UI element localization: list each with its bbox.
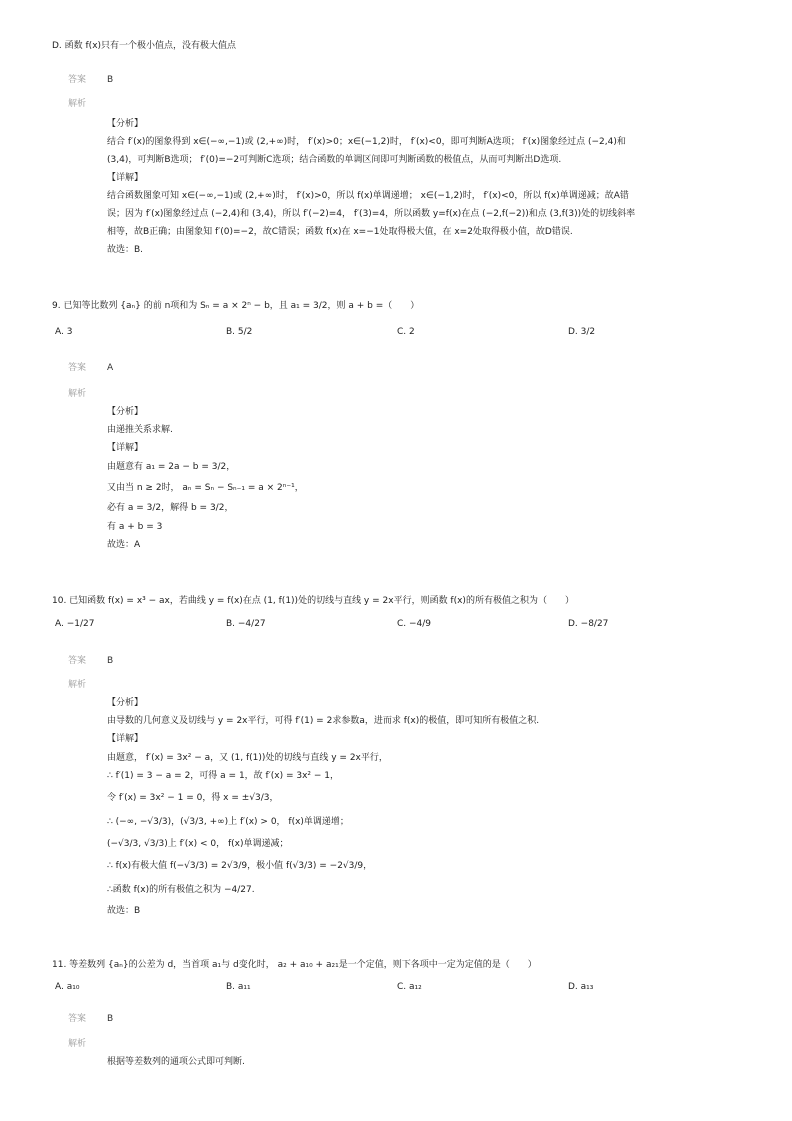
q11-answer-value: B — [107, 1014, 114, 1024]
q8-fenxi-tag: 【分析】 — [107, 119, 144, 129]
q10-answer-label: 答案 — [68, 656, 87, 666]
q11-fenxi-line: 根据等差数列的通项公式即可判断. — [107, 1057, 245, 1067]
q8-choice: 故选：B. — [107, 245, 144, 255]
q10-option-b: B. −4/27 — [226, 619, 266, 629]
q9-answer-label: 答案 — [68, 363, 87, 373]
q8-xiangjie-line: 误；因为 f′(x)图象经过点 (−2,4)和 (3,4)，所以 f′(−2)=4， f′(3)=4，所以函数 y=f(x)在点 (−2,f(−2))和点 (3,f(3))处的切线斜率 — [107, 209, 636, 219]
q8-fenxi-line: 结合 f′(x)的图象得到 x∈(−∞,−1)或 (2,+∞)时， f′(x)>0；x∈(−1,2)时， f′(x)<0，即可判断A选项； f′(x)图象经过点 (−2,4)和 — [107, 137, 626, 147]
q9-stem: 9. 已知等比数列 {aₙ} 的前 n项和为 Sₙ = a × 2ⁿ − b，且 a₁ = 3/2，则 a + b =（ ） — [52, 301, 420, 311]
q9-fenxi-tag: 【分析】 — [107, 407, 144, 417]
q10-option-a: A. −1/27 — [55, 619, 95, 629]
q9-xiangjie-line: 又由当 n ≥ 2时， aₙ = Sₙ − Sₙ₋₁ = a × 2ⁿ⁻¹， — [107, 483, 304, 493]
q11-option-b: B. a₁₁ — [226, 982, 251, 992]
q10-stem: 10. 已知函数 f(x) = x³ − ax，若曲线 y = f(x)在点 (1, f(1))处的切线与直线 y = 2x平行，则函数 f(x)的所有极值之积为（ ） — [52, 596, 574, 606]
q9-answer-value: A — [107, 363, 114, 373]
q9-option-c: C. 2 — [397, 327, 415, 337]
q9-xiangjie-line: 有 a + b = 3 — [107, 522, 163, 532]
q11-option-c: C. a₁₂ — [397, 982, 422, 992]
q9-xiangjie-line: 必有 a = 3/2，解得 b = 3/2， — [107, 503, 234, 513]
q9-analysis-label: 解析 — [68, 389, 87, 399]
q10-xiangjie-line: 由题意， f′(x) = 3x² − a，又 (1, f(1))处的切线与直线 y = 2x平行， — [107, 753, 388, 763]
q8-answer-label: 答案 — [68, 75, 87, 85]
q9-xiangjie-tag: 【详解】 — [107, 443, 144, 453]
q11-option-d: D. a₁₃ — [568, 982, 594, 992]
q9-option-d: D. 3/2 — [568, 327, 596, 337]
q10-xiangjie-line: ∴ (−∞, −√3/3)，(√3/3, +∞)上 f′(x) > 0， f(x)单调递增； — [107, 817, 349, 827]
q9-fenxi-line: 由递推关系求解. — [107, 425, 173, 435]
q10-xiangjie-line: ∴ f(x)有极大值 f(−√3/3) = 2√3/9，极小值 f(√3/3) = −2√3/9， — [107, 861, 373, 871]
q8-fenxi-line: (3,4)，可判断B选项； f′(0)=−2可判断C选项；结合函数的单调区间即可判断函数的极值点，从而可判断出D选项. — [107, 155, 562, 165]
q10-choice: 故选：B — [107, 906, 141, 916]
q9-xiangjie-line: 由题意有 a₁ = 2a − b = 3/2， — [107, 462, 236, 472]
q11-analysis-label: 解析 — [68, 1039, 87, 1049]
q10-xiangjie-line: 令 f′(x) = 3x² − 1 = 0，得 x = ±√3/3， — [107, 793, 279, 803]
q11-stem: 11. 等差数列 {aₙ}的公差为 d，当首项 a₁与 d变化时， a₂ + a₁₀ + a₂₁是一个定值，则下各项中一定为定值的是（ ） — [52, 960, 537, 970]
q10-option-d: D. −8/27 — [568, 619, 609, 629]
q10-analysis-label: 解析 — [68, 680, 87, 690]
q9-option-b: B. 5/2 — [226, 327, 253, 337]
q10-fenxi-line: 由导数的几何意义及切线与 y = 2x平行，可得 f′(1) = 2求参数a，进而求 f(x)的极值，即可知所有极值之积. — [107, 716, 540, 726]
q8-xiangjie-line: 相等，故B正确；由图象知 f′(0)=−2，故C错误；函数 f(x)在 x=−1处取得极大值，在 x=2处取得极小值，故D错误. — [107, 227, 573, 237]
q9-choice: 故选：A — [107, 540, 141, 550]
q10-xiangjie-line: ∴ f′(1) = 3 − a = 2，可得 a = 1，故 f′(x) = 3x² − 1， — [107, 771, 340, 781]
q8-option-d: D. 函数 f(x)只有一个极小值点，没有极大值点 — [52, 41, 237, 51]
q8-xiangjie-line: 结合函数图象可知 x∈(−∞,−1)或 (2,+∞)时， f′(x)>0，所以 f(x)单调递增； x∈(−1,2)时， f′(x)<0，所以 f(x)单调递减；故A错 — [107, 191, 629, 201]
q10-xiangjie-line: ∴函数 f(x)的所有极值之积为 −4/27. — [107, 885, 255, 895]
q8-xiangjie-tag: 【详解】 — [107, 173, 144, 183]
q10-answer-value: B — [107, 656, 114, 666]
q11-option-a: A. a₁₀ — [55, 982, 80, 992]
q10-fenxi-tag: 【分析】 — [107, 698, 144, 708]
q10-xiangjie-line: (−√3/3, √3/3)上 f′(x) < 0， f(x)单调递减； — [107, 839, 289, 849]
q8-analysis-label: 解析 — [68, 99, 87, 109]
q10-option-c: C. −4/9 — [397, 619, 432, 629]
q8-answer-value: B — [107, 75, 114, 85]
q9-option-a: A. 3 — [55, 327, 73, 337]
q10-xiangjie-tag: 【详解】 — [107, 734, 144, 744]
q11-answer-label: 答案 — [68, 1014, 87, 1024]
